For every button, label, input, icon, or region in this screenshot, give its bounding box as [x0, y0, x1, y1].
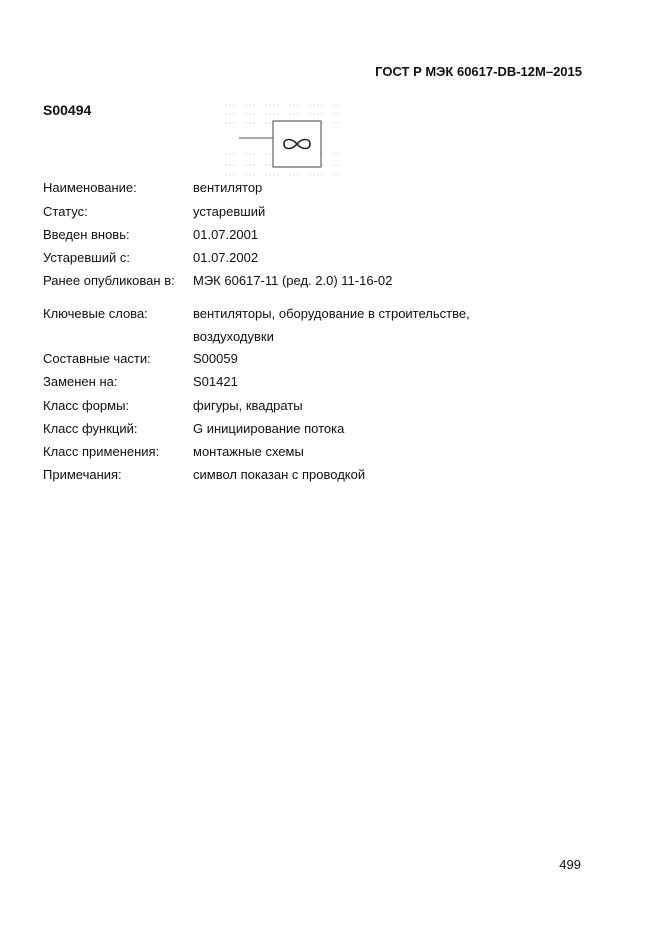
- field-value: 01.07.2002: [193, 250, 259, 265]
- symbol-code: S00494: [43, 102, 92, 118]
- field-value: монтажные схемы: [193, 444, 304, 459]
- field-label: Класс функций:: [43, 421, 138, 436]
- field-label: Устаревший с:: [43, 250, 130, 265]
- field-label: Наименование:: [43, 180, 137, 195]
- field-label: Класс формы:: [43, 398, 130, 413]
- field-value: G инициирование потока: [193, 421, 345, 436]
- field-value: вентилятор: [193, 180, 263, 195]
- field-label: Ключевые слова:: [43, 306, 148, 321]
- page-number: 499: [559, 857, 581, 872]
- field-value: вентиляторы, оборудование в строительстве, воздуходувки: [193, 306, 470, 344]
- field-label: Статус:: [43, 204, 88, 219]
- field-value: S00059: [193, 351, 238, 366]
- field-label: Введен вновь:: [43, 227, 130, 242]
- field-value: фигуры, квадраты: [193, 398, 303, 413]
- document-header: ГОСТ Р МЭК 60617-DB-12M–2015: [375, 64, 582, 79]
- field-value: устаревший: [193, 204, 266, 219]
- field-value: S01421: [193, 374, 238, 389]
- field-value: МЭК 60617-11 (ред. 2.0) 11-16-02: [193, 273, 393, 288]
- fan-symbol-diagram: [222, 100, 340, 180]
- field-label: Класс применения:: [43, 444, 160, 459]
- field-value: символ показан с проводкой: [193, 467, 366, 482]
- field-label: Составные части:: [43, 351, 151, 366]
- field-value: 01.07.2001: [193, 227, 259, 242]
- field-label: Заменен на:: [43, 374, 118, 389]
- field-label: Примечания:: [43, 467, 122, 482]
- field-label: Ранее опубликован в:: [43, 273, 175, 288]
